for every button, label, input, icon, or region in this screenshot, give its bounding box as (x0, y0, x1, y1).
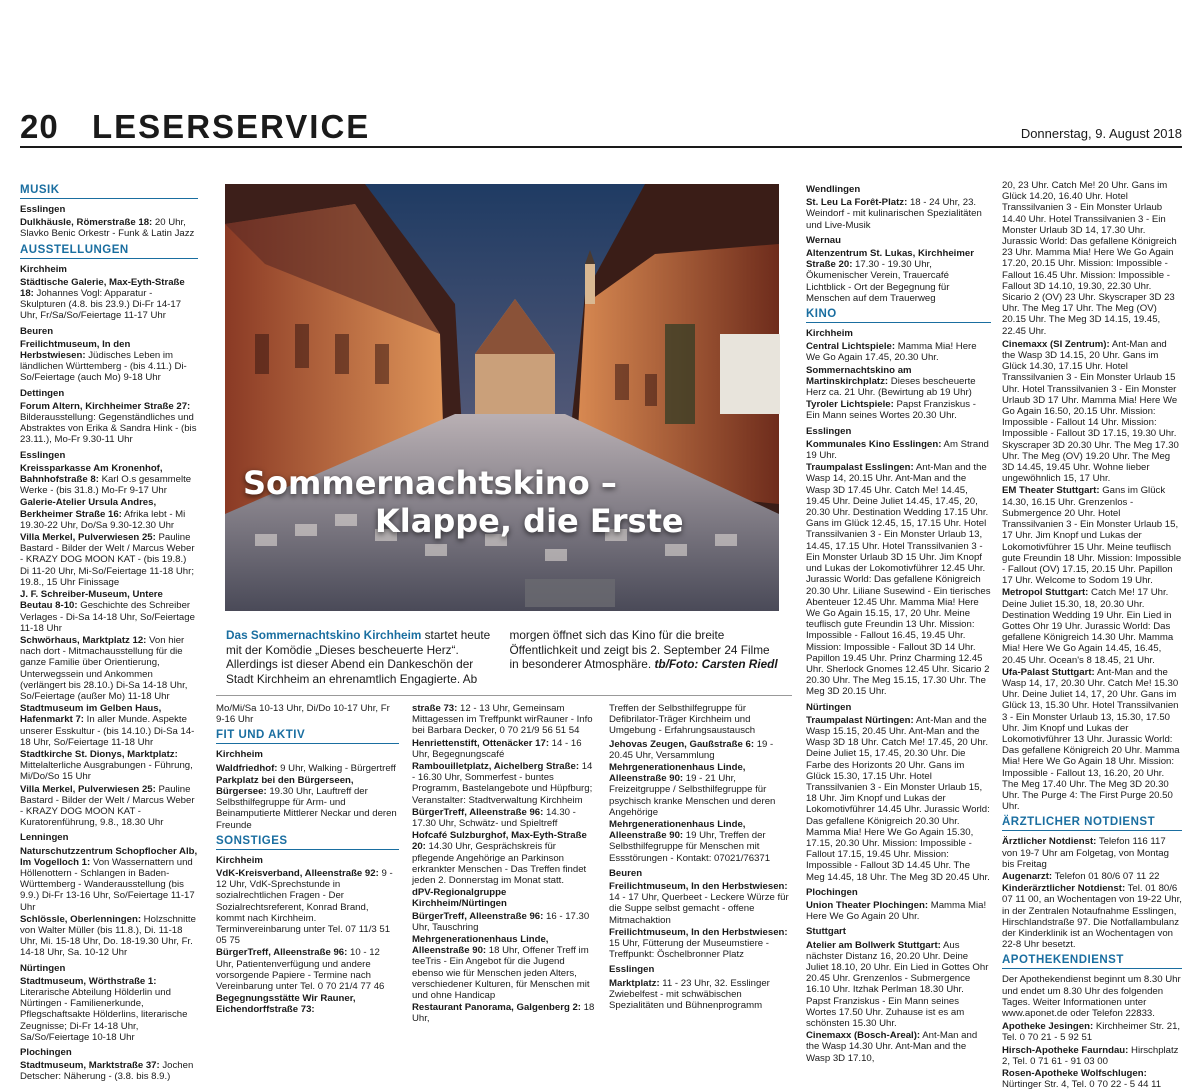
entry-details: Ant-Man and the Wasp 14.30 Uhr. Ant-Man and the Wasp 3D 17.10, (806, 1030, 978, 1064)
listing-entry (806, 365, 991, 399)
entry-details: Kirchheimer Str. 21, Tel. 0 70 21 - 5 92 51 (1002, 1021, 1181, 1044)
venue-name: BürgerTreff, Alleenstraße 96: (412, 910, 544, 922)
listing-entry (216, 775, 399, 831)
venue-name: Sommernachtskino am Martinskirchplatz: (806, 364, 912, 387)
entry-details: 11 - 23 Uhr, 32. Esslinger Zwiebelfest - mit schwäbischen Spezialitäten und Bühnenprogramm (609, 977, 770, 1012)
venue-name: Rosen-Apotheke Wolfschlugen: (1002, 1068, 1147, 1080)
entry-details: Nürtinger Str. 4, Tel. 0 70 22 - 5 44 11 (1002, 1079, 1162, 1090)
entry-details: Geschichte des Schreiber Verlages - Di-Sa 14-18 Uhr, So/Feiertage 11-18 Uhr (20, 600, 195, 634)
listing-entry (1002, 836, 1182, 870)
headline-line-2: Klappe, die Erste (375, 502, 684, 540)
listing-entry (20, 217, 198, 239)
venue-name: BürgerTreff, Alleenstraße 96: (216, 947, 348, 959)
listing-entry (20, 589, 198, 634)
entry-details: Afrika lebt - Mi 19.30-22 Uhr, Do/Sa 9.30-12.30 Uhr (20, 508, 186, 531)
location-heading: Plochingen (20, 1047, 72, 1059)
listing-entry (1002, 587, 1182, 665)
venue-name: BürgerTreff, Alleenstraße 96: (412, 806, 544, 818)
venue-name: Waldfriedhof: (216, 762, 278, 774)
listing-entry (20, 1060, 198, 1082)
category-heading: APOTHEKENDIENST (1002, 953, 1182, 969)
venue-name: Hofcafé Sulzburghof, Max-Eyth-Straße 20: (412, 830, 587, 853)
listings-column-4 (609, 703, 792, 1012)
venue-name: Mehrgenerationenhaus Linde, Alleenstraße 90: (412, 934, 549, 957)
location-heading: Wendlingen (806, 184, 861, 195)
venue-name: St. Leu La Forêt-Platz: (806, 197, 908, 209)
venue-name: Forum Altern, Kirchheimer Straße 27: (20, 400, 191, 412)
venue-name: Altenzentrum St. Lukas, Kirchheimer Straße 20: (806, 248, 974, 271)
listing-entry (412, 761, 595, 806)
location-heading: Beuren (609, 867, 643, 879)
listings-column-1 (20, 180, 198, 1083)
venue-name: Atelier am Bollwerk Stuttgart: (806, 939, 941, 951)
entry-details: Hirschplatz 2, Tel. 0 71 61 - 91 03 00 (1002, 1044, 1179, 1067)
listing-entry (806, 399, 991, 421)
location-heading: Esslingen (806, 425, 852, 437)
listing-entry (609, 739, 792, 761)
listing-text: Mo/Mi/Sa 10-13 Uhr, Di/Do 10-17 Uhr, Fr 9-16 Uhr (216, 703, 390, 726)
listing-entry (20, 784, 198, 829)
listing-entry (806, 715, 991, 883)
entry-details: 20 Uhr, Slavko Benic Orkestr - Funk & Latin Jazz (20, 217, 195, 240)
listings-column-3 (412, 703, 595, 1025)
entry-details: 12 - 13 Uhr, Gemeinsam Mittagessen im Treffpunkt wirRauner - Info bei Barbara Decker, 0 70 21/9 56 51 54 (412, 703, 593, 737)
listing-entry (806, 940, 991, 1030)
listing-entry (806, 341, 991, 363)
venue-name: Stadtkirche St. Dionys, Marktplatz: (20, 748, 178, 760)
location-heading: Esslingen (20, 449, 66, 461)
venue-name: Ärztlicher Notdienst: (1002, 836, 1097, 848)
entry-details: Pauline Bastard - Bilder der Welt / Marcus Weber - KRAZY DOG MOON KAT - (bis 19.8.) Di 11-20 Uhr, Mi-So/Feiertage 11-18 Uhr; 19.8., 15 Uhr Finissage (20, 532, 195, 588)
listings-column-2 (216, 703, 399, 1016)
listing-entry (20, 703, 198, 748)
entry-details: Karl O.s gesammelte Werke - (bis 31.8.) Mo-Fr 9-17 Uhr (20, 474, 192, 497)
caption-credit: tb/Foto: Carsten Riedl (654, 657, 778, 672)
feature-headline (243, 464, 684, 540)
location-heading: Nürtingen (20, 962, 66, 974)
venue-name: Cinemaxx (Bosch-Areal): (806, 1030, 921, 1042)
entry-details: Aus nächster Distanz 16, 20.20 Uhr. Deine Juliet 18.10, 20 Uhr. Ein Lied in Gottes Ohr 20.45 Uhr. Grenzenlos - Submergence 16.10 Uhr. Itzhak Perlman 18.30 Uhr. Papst Franziskus - Ein Mann seines Wortes 17.50 Uhr. Zuhause ist es am schönsten 15.30 Uhr. (806, 939, 989, 1030)
venue-name: Stadtmuseum im Gelben Haus, Hafenmarkt 7: (20, 703, 162, 726)
listing-entry (20, 976, 198, 1043)
listing-entry (412, 807, 595, 829)
entry-details: 14.30 - 17.30 Uhr, Schwätz- und Spieltreff (412, 806, 576, 830)
listing-entry (20, 914, 198, 959)
listing-entry (20, 846, 198, 913)
entry-details: Ant-Man and the Wasp 15.15, 20.45 Uhr. Ant-Man and the Wasp 3D 18 Uhr. Catch Me! 17.45, 20 Uhr. Deine Juliet 15, 17.45, 20.30 Uhr. Die Farbe des Horizonts 20 Uhr. Gans im Glück 15.30, 17.15 Uhr. Hotel Transsilvanien 3 - Ein Monster Urlaub 15, 18 Uhr. Jim Knopf und Lukas der Lokomotivführer 14.45 Uhr. Jurassic World: Das gefallene Königreich 20.30 Uhr. Mamma Mia! Here We Go Again 15.30, 17.15, 20.30 Uhr. Mission: Impossible - Fallout 17.15, 19.45 Uhr. Mission: Impossible - Fallout 3D 14.45 Uhr. The Meg 14.45, 18 Uhr. The Meg 3D 20.45 Uhr. (806, 714, 990, 883)
entry-details: Holzschnitte von Walter Müller (bis 11.8.), Di. 11-18 Uhr, Mi. 15-18 Uhr, Do. 18-19.30 Uhr, Fr. 14-18 Uhr, Sa. 10-12 Uhr (20, 913, 196, 959)
venue-name: dPV-Regionalgruppe Kirchheim/Nürtingen (412, 887, 507, 910)
caption-text: startet heute mit der Komödie „Dieses bescheuerte Herz“. Allerdings ist dieser Abend ein Dankeschön der Stadt Kirchheim an ehrenamtlich Engagierte. Ab morgen öffnet sich das Kino für die breite Öffentlichkeit und zeigt bis 2. September 24 Filme in besonderer Atmosphäre. (226, 628, 770, 686)
entry-details: Gans im Glück 14.30, 16.15 Uhr. Grenzenlos - Submergence 20 Uhr. Hotel Transsilvanien 3 - Ein Monster Urlaub 15, 17 Uhr. Jim Knopf und Lukas der Lokomotivführer 15 Uhr. Meine teuflisch gute Freundin 18 Uhr. Mission: Impossible - Fallout (OV) 17.15, 20.15 Uhr. Papillon 17 Uhr. Welcome to Sodom 19 Uhr. (1002, 485, 1182, 587)
entry-details: Jüdisches Leben im ländlichen Württemberg - (bis 4.11.) Di-So/Feiertage (auch Mo) 9-18 Uhr (20, 350, 187, 384)
location-heading: Dettingen (20, 387, 65, 399)
section-title: LESERSERVICE (92, 108, 371, 145)
venue-name: Dulkhäusle, Römerstraße 18: (20, 217, 153, 229)
venue-name: Marktplatz: (609, 977, 660, 989)
entry-details: Ant-Man and the Wasp 14, 17, 20.30 Uhr. Catch Me! 15.30 Uhr. Deine Juliet 14, 17, 20 Uhr. Gans im Glück 13, 15.30 Uhr. Hotel Transsilvanien 3 - Ein Monster Urlaub 13, 15.30, 17.50 Uhr. Jim Knopf und Lukas der Lokomotivführer 13 Uhr. Jurassic World: Das gefallene Königreich 20 Uhr. Mamma Mia! Here We Go Again 18 Uhr. Mission: Impossible - Fallout 13, 16.20, 20 Uhr. The Meg 17.40 Uhr. The Meg 3D 20.30 Uhr. The Purge 4: The First Purge 20.50 Uhr. (1002, 666, 1180, 813)
entry-details: Mamma Mia! Here We Go Again 20 Uhr. (806, 899, 987, 923)
location-heading: Kirchheim (806, 328, 853, 340)
listing-entry (806, 248, 991, 304)
listing-entry (20, 339, 198, 384)
entry-details: 14 - 16 Uhr, Begegnungscafé (412, 737, 582, 760)
location-heading: Esslingen (20, 204, 66, 215)
entry-details: Tel. 01 80/6 07 11 00, an Wochentagen von 19-22 Uhr, in der Zentralen Notaufnahme Esslingen, Hirschlandstraße 97. Die Notfallambulanz der Kinderklinik ist an Wochentagen von 22-8 Uhr besetzt. (1002, 883, 1182, 951)
venue-name: Mehrgenerationenhaus Linde, Alleenstraße 90: (609, 819, 746, 842)
entry-details: 17.30 - 19.30 Uhr, Ökumenischer Verein, Trauercafé Lichtblick - Ort der Begegnung für Menschen auf dem Trauerweg (806, 259, 950, 304)
entry-details: In aller Munde. Aspekte unserer Esskultur - (bis 14.10.) Di-Sa 14-18 Uhr, So/Feiertage 11-18 Uhr (20, 714, 195, 748)
entry-details: Jochen Detscher: Näherung - (3.8. bis 8.9.) (20, 1060, 194, 1083)
entry-details: 14.30 Uhr, Gesprächskreis für pflegende Angehörige an Parkinson erkrankter Menschen - Das Treffen findet jeden 2. Donnerstag im Monat statt. (412, 841, 587, 887)
venue-name: Hirsch-Apotheke Faurndau: (1002, 1044, 1129, 1056)
listing-entry (216, 763, 399, 774)
entry-details: Dieses bescheuerte Herz ca. 21 Uhr. (Bewirtung ab 19 Uhr) (806, 375, 976, 399)
category-heading: KINO (806, 307, 991, 323)
entry-details: Pauline Bastard - Bilder der Welt / Marcus Weber - KRAZY DOG MOON KAT - Kuratorenführung, 9.8., 18.30 Uhr (20, 783, 195, 829)
masthead (20, 108, 1182, 148)
listing-entry (412, 911, 595, 933)
entry-details: 14 - 17 Uhr, Querbeet - Leckere Würze für die Suppe selbst gemacht - offene Mitmachaktion (609, 892, 789, 926)
venue-name: Union Theater Plochingen: (806, 899, 929, 911)
category-heading: MUSIK (20, 183, 198, 199)
listing-entry (609, 819, 792, 864)
listing-entry (216, 947, 399, 992)
listing-entry (412, 934, 595, 1001)
venue-name: Freilichtmuseum, In den Herbstwiesen: (609, 881, 788, 893)
venue-name: Jehovas Zeugen, Gaußstraße 6: (609, 738, 755, 750)
venue-name: Metropol Stuttgart: (1002, 587, 1089, 599)
venue-name: Ufa-Palast Stuttgart: (1002, 666, 1095, 678)
listing-entry (806, 197, 991, 231)
listing-entry (1002, 667, 1182, 813)
entry-details: Catch Me! 17 Uhr. Deine Juliet 15.30, 18, 20.30 Uhr. Destination Wedding 19 Uhr. Ein Lied in Gottes Ohr 19 Uhr. Jurassic World: Das gefallene Königreich 14.30 Uhr. Mamma Mia! Here We Go Again 14.45, 16.45, 20.45 Uhr. Ocean's 8 18.45, 21 Uhr. (1002, 587, 1174, 666)
listing-entry (20, 497, 198, 531)
venue-name: Galerie-Atelier Ursula Andres, Berkheimer Straße 16: (20, 497, 157, 520)
location-heading: Lenningen (20, 832, 69, 844)
location-heading: Kirchheim (20, 263, 67, 275)
entry-details: Bilderausstellung: Gegenständliches und Abstraktes von Erika & Sandra Hink - (bis 23.11.), Mo-Fr 9.30-11 Uhr (20, 412, 197, 446)
listing-entry (20, 463, 198, 497)
listing-entry (20, 532, 198, 588)
venue-name: Mehrgenerationenhaus Linde, Alleenstraße 90: (609, 762, 746, 785)
venue-name: Kreissparkasse Am Kronenhof, Bahnhofstraße 8: (20, 462, 163, 486)
venue-name: Villa Merkel, Pulverwiesen 25: (20, 783, 156, 795)
location-heading: Plochingen (806, 886, 858, 898)
entry-details: 19 - 20.45 Uhr, Versammlung (609, 738, 774, 761)
venue-name: EM Theater Stuttgart: (1002, 485, 1100, 497)
category-heading: SONSTIGES (216, 834, 399, 850)
venue-name: Parkplatz bei den Bürgerseen, Bürgersee: (216, 774, 354, 798)
issue-date: Donnerstag, 9. August 2018 (1020, 126, 1182, 141)
listing-entry (806, 439, 991, 461)
entry-details: Ant-Man and the Wasp 14, 20.15 Uhr. Ant-Man and the Wasp 3D 17.45 Uhr. Catch Me! 14.45, 19.45 Uhr. Deine Juliet 14.45, 17.45, 20, 20.30 Uhr. Destination Wedding 17.15 Uhr. Gans im Glück 12.45, 15, 17.15 Uhr. Hotel Transsilvanien 3 - Ein Monster Urlaub 13, 14.45, 17.15 Uhr. Hotel Transsilvanien 3 - Ein Monster Urlaub 3D 15 Uhr. Jim Knopf und Lukas der Lokomotivführer 12.45 Uhr. Jurassic World: Das gefallene Königreich 20.30 Uhr. Liliane Susewind - Ein tierisches Abenteuer 12.45 Uhr. Mamma Mia! Here We Go Again 15.15, 17, 20 Uhr. Meine teuflisch gute Freundin 13 Uhr. Mission: Impossible - Fallout 16.45, 19.45 Uhr. Mission: Impossible - Fallout 3D 14 Uhr. Papillon 19.45 Uhr. Prinz Charming 12.45 Uhr. Sherlock Gnomes 12.45 Uhr. Sicario 2 20.30 Uhr. The Meg 15.15, 17.30 Uhr. The Meg 3D 20.15 Uhr. (806, 462, 991, 698)
listing-entry (1002, 883, 1182, 950)
entry-details: 14 - 16.30 Uhr, Sommerfest - buntes Programm, Bastelangebote und Hüpfburg; Veranstalter: Stadtverwaltung Kirchheim (412, 761, 593, 806)
venue-name: Kinderärztlicher Notdienst: (1002, 883, 1126, 895)
venue-name: Schwörhaus, Marktplatz 12: (20, 634, 147, 646)
venue-name: Kommunales Kino Esslingen: (806, 438, 942, 450)
listing-entry (216, 868, 399, 946)
location-heading: Stuttgart (806, 926, 846, 938)
entry-details: 16 - 17.30 Uhr, Tauschring (412, 910, 590, 933)
listing-entry (20, 277, 198, 322)
photo-divider (216, 695, 792, 696)
entry-details: Am Strand 19 Uhr. (806, 438, 989, 462)
entry-details: Papst Franziskus - Ein Mann seines Wortes 20.30 Uhr. (806, 399, 976, 422)
listings-column-5 (806, 180, 991, 1064)
listing-entry (806, 462, 991, 697)
location-heading: Wernau (806, 234, 842, 246)
location-heading: Esslingen (609, 964, 655, 976)
location-heading: Beuren (20, 325, 54, 337)
entry-details: Telefon 01 80/6 07 11 22 (1052, 870, 1160, 882)
entry-details: 19 Uhr, Treffen der Selbsthilfegruppe für Menschen mit Essstörungen - Kontakt: 07021/76371 (609, 830, 771, 864)
venue-name: Apotheke Jesingen: (1002, 1021, 1094, 1033)
caption-lead: Das Sommernachtskino Kirchheim (226, 628, 422, 642)
category-heading: ÄRZTLICHER NOTDIENST (1002, 815, 1182, 831)
listing-text: Treffen der Selbsthilfegruppe für Defibrilator-Träger Kirchheim und Umgebung - Erfahrungsaustausch (609, 703, 756, 737)
listing-entry (412, 830, 595, 886)
entry-details: 15 Uhr, Fütterung der Museumstiere - Treffpunkt: Öschelbronner Platz (609, 938, 769, 961)
listing-entry (1002, 339, 1182, 485)
entry-details: Johannes Vogl: Apparatur - Skulpturen (4.8. bis 23.9.) Di-Fr 14-17 Uhr, Fr/Sa/So/Feiertage 11-17 Uhr (20, 288, 182, 322)
location-heading: Kirchheim (216, 749, 263, 761)
entry-details: 9 - 12 Uhr, VdK-Sprechstunde in sozialrechtlichen Fragen - Der Sozialrechtsreferent, Konrad Brand, kommt nach Kirchheim. Terminvereinbarung unter Tel. 07 11/3 51 05 75 (216, 868, 393, 947)
location-heading: Kirchheim (216, 854, 263, 866)
venue-name: Schlössle, Oberlenningen: (20, 913, 142, 925)
venue-name: Naturschutzzentrum Schopflocher Alb, Im Vogelloch 1: (20, 845, 198, 868)
venue-name: VdK-Kreisverband, Alleenstraße 92: (216, 868, 379, 880)
entry-details: Mamma Mia! Here We Go Again 17.45, 20.30 Uhr. (806, 341, 977, 364)
venue-name: Central Lichtspiele: (806, 341, 896, 353)
venue-name: Cinemaxx (SI Zentrum): (1002, 338, 1110, 350)
listing-entry (412, 1002, 595, 1024)
listing-entry (412, 738, 595, 760)
listing-entry (412, 887, 595, 909)
listing-entry (1002, 871, 1182, 882)
entry-details: Mittelalterliche Ausgrabungen - Führung, Mi/Do/So 15 Uhr (20, 760, 193, 783)
entry-details: Ant-Man and the Wasp 3D 14.15, 20 Uhr. Gans im Glück 14.30, 17.15 Uhr. Hotel Transsilvanien 3 - Ein Monster Urlaub 15 Uhr. Hotel Transsilvanien 3 - Ein Monster Urlaub 3D 17 Uhr. Mamma Mia! Here We Go Again 16.50, 20.15 Uhr. Mission: Impossible - Fallout 14 Uhr. Mission: Impossible - Fallout 3D 17.15, 19.30 Uhr. Skyscraper 3D 20.30 Uhr. The Meg 17.30 Uhr. The Meg (OV) 19.20 Uhr. The Meg 3D 14.45, 19.45 Uhr. Wohne lieber ungewöhnlich 15, 17 Uhr. (1002, 338, 1179, 485)
listing-entry (20, 749, 198, 783)
listings-column-6 (1002, 180, 1182, 1090)
entry-details: Von Wassernattern und Höllenottern - Schlangen in Baden-Württemberg - Wanderausstellung (bis 9.9.) Di-Fr 13-16 Uhr, So/Feiertage 11-17 Uhr (20, 856, 195, 913)
venue-name: Villa Merkel, Pulverwiesen 25: (20, 532, 156, 544)
venue-name: Rambouilletplatz, Aichelberg Straße: (412, 761, 580, 773)
venue-name: straße 73: (412, 703, 458, 714)
listing-entry (412, 703, 595, 737)
venue-name: Tyroler Lichtspiele: (806, 399, 894, 411)
entry-details: Von hier nach dort - Mitmachausstellung für die ganze Familie über Orientierung, Unterwegssein und Ankommen (verlängert bis 28.10.) Di-Sa 14-18 Uhr, So/Feiertage (außer Mo) 11-18 Uhr (20, 634, 188, 702)
venue-name: Restaurant Panorama, Galgenberg 2: (412, 1002, 582, 1014)
listing-entry (806, 1030, 991, 1064)
venue-name: J. F. Schreiber-Museum, Untere Beutau 8-10: (20, 589, 163, 612)
listing-entry (806, 900, 991, 922)
listing-entry (609, 762, 792, 818)
listing-entry (1002, 485, 1182, 586)
listing-entry (609, 927, 792, 961)
listing-entry (1002, 1021, 1182, 1043)
category-heading: AUSSTELLUNGEN (20, 243, 198, 259)
category-heading: FIT UND AKTIV (216, 728, 399, 744)
venue-name: Henriettenstift, Ottenäcker 17: (412, 737, 550, 749)
cinema-square-illustration (225, 184, 779, 611)
venue-name: Stadtmuseum, Marktstraße 37: (20, 1060, 160, 1072)
location-heading: Nürtingen (806, 701, 852, 713)
entry-details: 9 Uhr, Walking - Bürgertreff (277, 762, 396, 774)
venue-name: Freilichtmuseum, In den Herbstwiesen: (609, 926, 788, 938)
headline-line-1: Sommernachtskino – (243, 464, 617, 502)
photo-caption (226, 628, 779, 686)
venue-name: Freilichtmuseum, In den Herbstwiesen: (20, 338, 131, 362)
feature-photo (225, 184, 779, 611)
entry-details: 18 Uhr, (412, 1002, 595, 1025)
venue-name: Begegnungsstätte Wir Rauner, Eichendorffstraße 73: (216, 993, 356, 1016)
venue-name: Städtische Galerie, Max-Eyth-Straße 18: (20, 276, 185, 300)
entry-details: Literarische Abteilung Hölderlin und Nürtingen - Familienerkunde, Pflegschaftsakte Hölderlins, literarische Zeugnisse; Di-Fr 14-18 Uhr, Sa/So/Feiertage 10-18 Uhr (20, 987, 188, 1043)
listing-text: 20, 23 Uhr. Catch Me! 20 Uhr. Gans im Glück 14.20, 16.40 Uhr. Hotel Transsilvanien 3 - Ein Monster Urlaub 14.40 Uhr. Hotel Transsilvanien 3 - Ein Monster Urlaub 3D 14, 17.30 Uhr. Jurassic World: Das gefallene Königreich 23 Uhr. Mamma Mia! Here We Go Again 17.20, 20.15 Uhr. Mission: Impossible - Fallout 16.45 Uhr. Mission: Impossible - Fallout 3D 14.10, 19.30, 22.30 Uhr. Sicario 2 (OV) 23 Uhr. Skyscraper 3D 23 Uhr. The Meg 17 Uhr. The Meg (OV) 20.15 Uhr. The Meg 3D 14.15, 19.45, 22.45 Uhr. (1002, 180, 1177, 337)
entry-details: 19 - 21 Uhr, Freizeitgruppe / Selbsthilfegruppe für psychisch kranke Menschen und deren Angehörige (609, 773, 776, 818)
listing-entry (20, 635, 198, 702)
listing-text: Der Apothekendienst beginnt um 8.30 Uhr und endet um 8.30 Uhr des folgenden Tages. Weiter Informationen unter www.aponet.de oder Telefon 22833. (1002, 974, 1181, 1020)
listing-entry (1002, 1045, 1182, 1067)
venue-name: Traumpalast Esslingen: (806, 462, 914, 474)
venue-name: Augenarzt: (1002, 870, 1053, 882)
listing-entry (20, 401, 198, 446)
listing-entry (216, 993, 399, 1015)
entry-details: 18 Uhr, Offener Treff im teeTris - Ein Angebot für die Jugend ebenso wie für Menschen jeden Alters, verschiedener Kulturen, für Menschen mit und ohne Handicap (412, 945, 590, 1002)
venue-name: Traumpalast Nürtingen: (806, 714, 914, 726)
page-number: 20 (20, 108, 59, 145)
entry-details: 19.30 Uhr, Lauftreff der Selbsthilfegruppe für Arm- und Beinamputierte Mittlerer Neckar und deren Freunde (216, 786, 397, 831)
venue-name: Stadtmuseum, Wörthstraße 1: (20, 975, 157, 987)
listing-entry (609, 978, 792, 1012)
entry-details: 10 - 12 Uhr, Patientenverfügung und andere vorsorgende Papiere - Termine nach Vereinbarung unter Tel. 0 70 21/4 77 46 (216, 947, 385, 993)
entry-details: 18 - 24 Uhr, 23. Weindorf - mit kulinarischen Spezialitäten und Live-Musik (806, 197, 982, 231)
entry-details: Telefon 116 117 von 19-7 Uhr am Folgetag, von Montag bis Freitag (1002, 836, 1169, 870)
listing-entry (609, 881, 792, 926)
listing-entry (1002, 1068, 1182, 1090)
